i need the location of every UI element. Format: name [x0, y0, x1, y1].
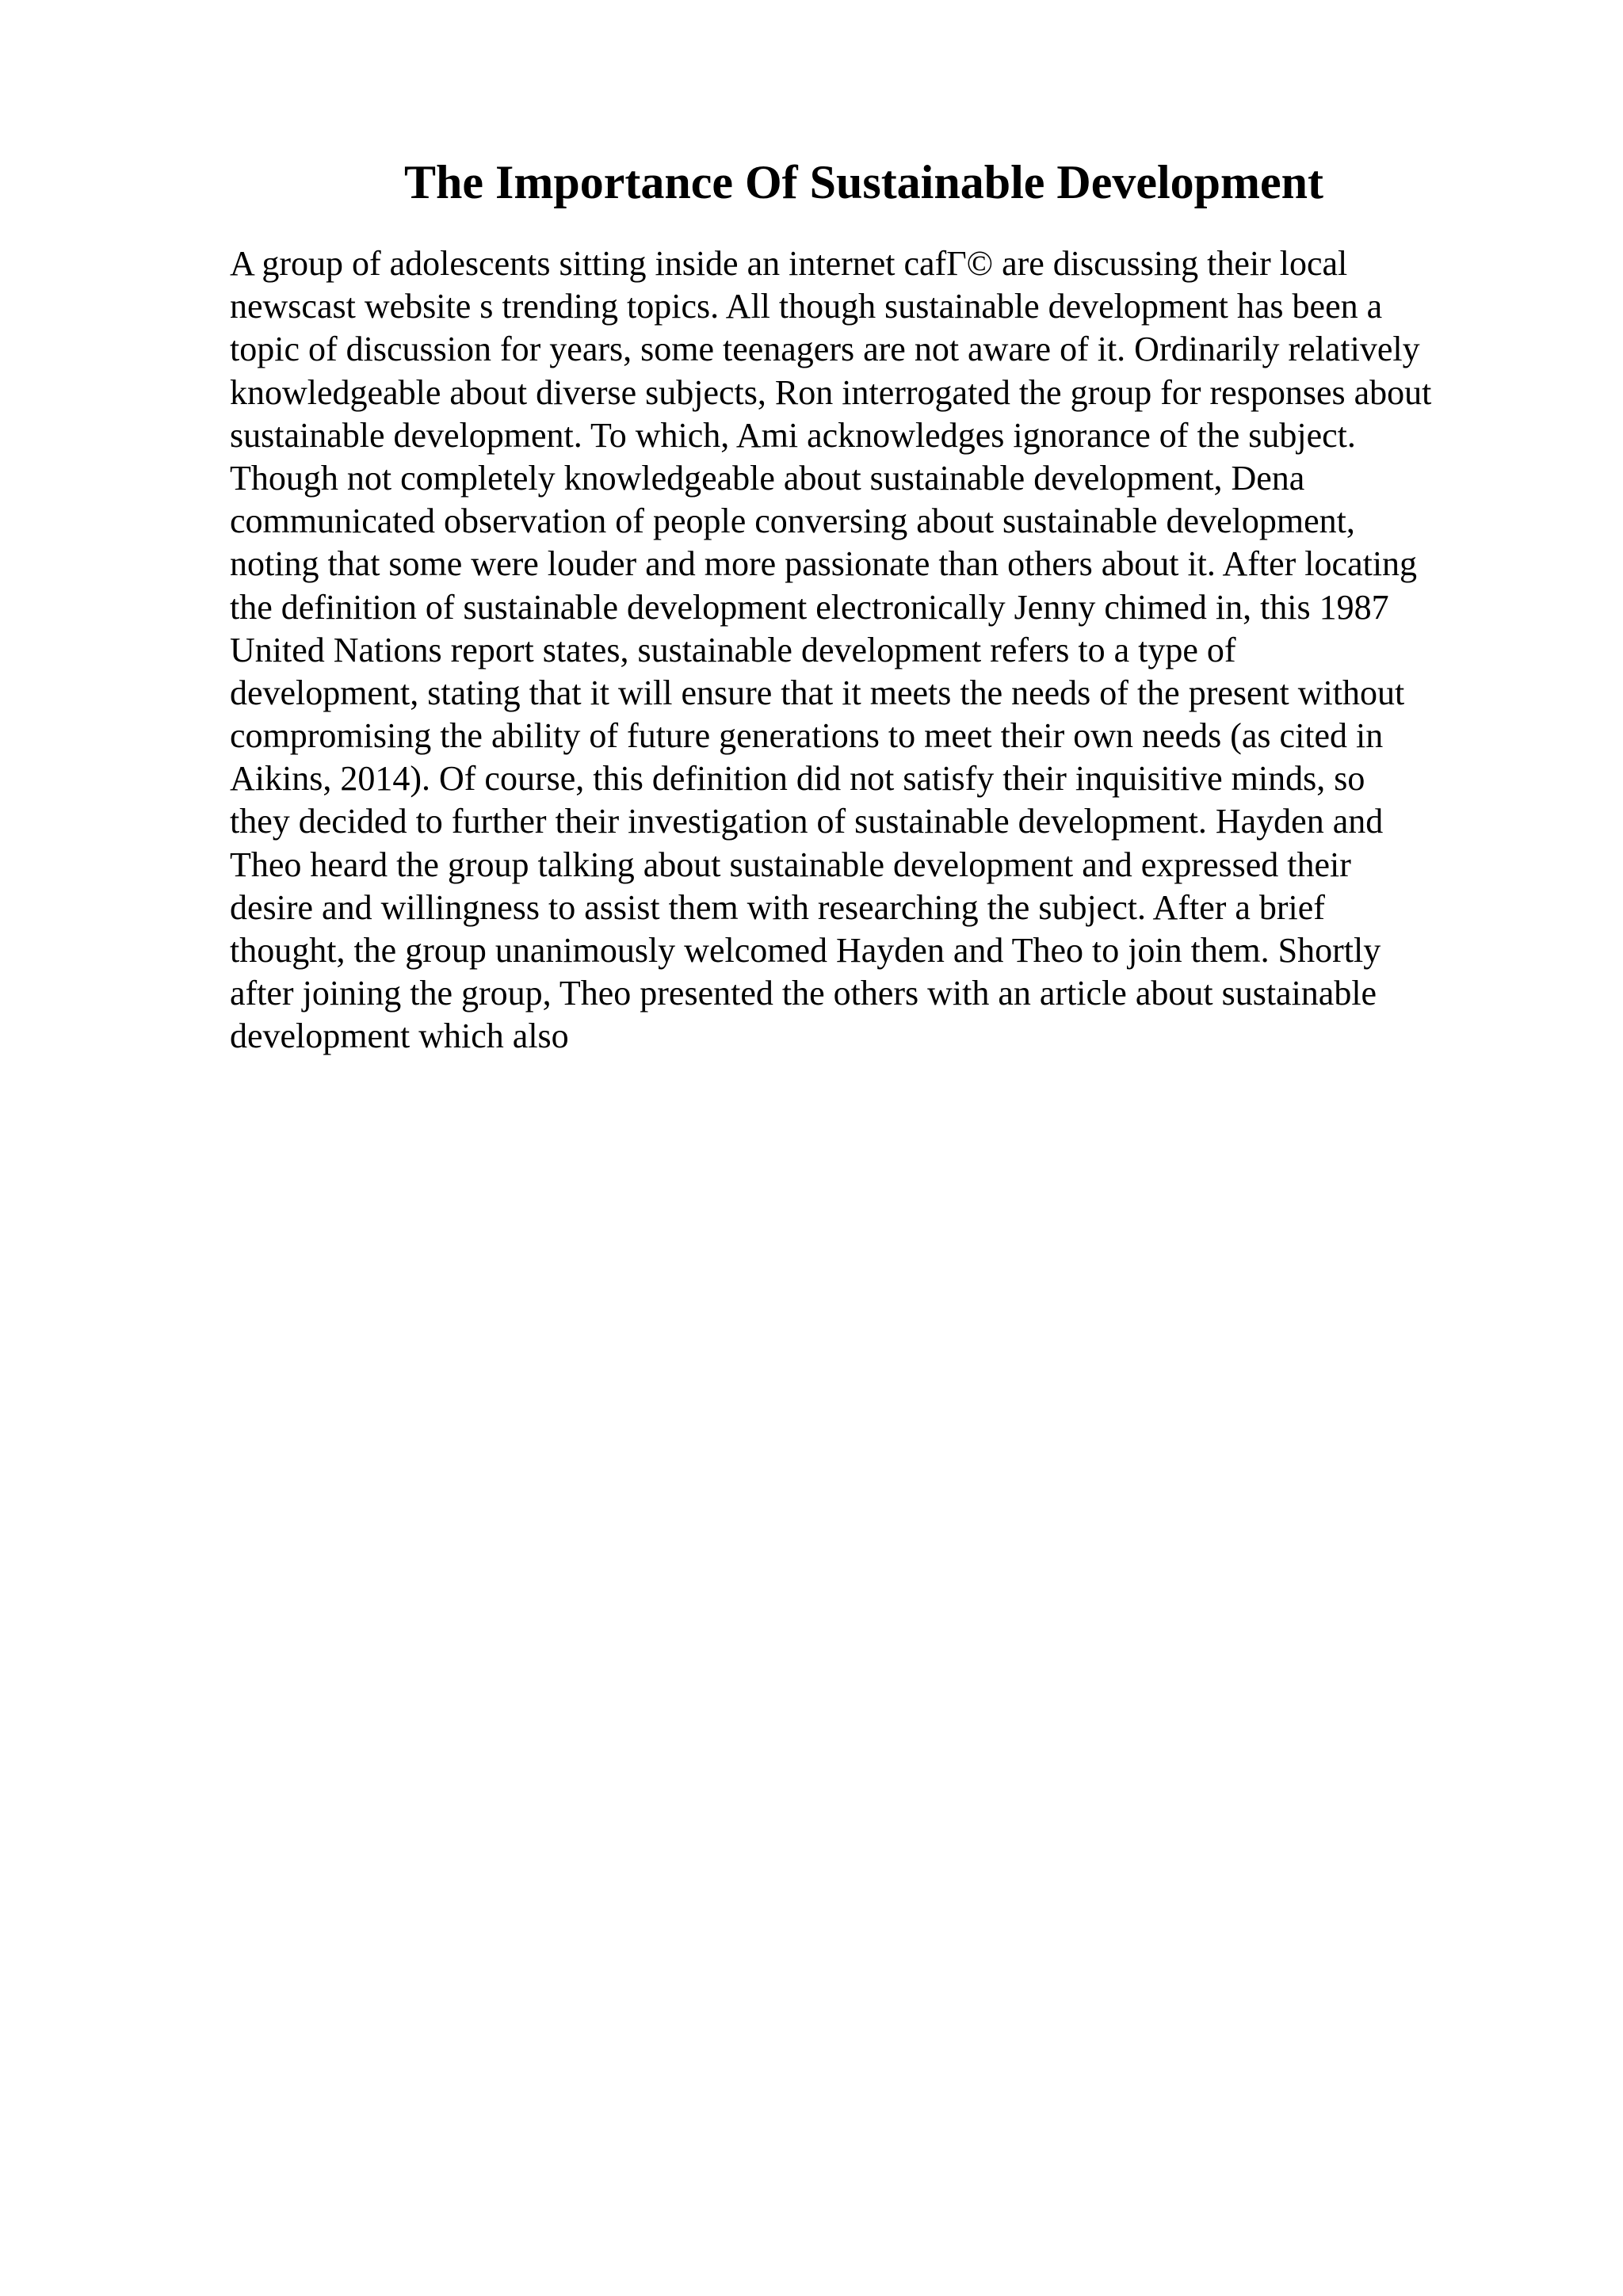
document-title: The Importance Of Sustainable Development — [404, 156, 1323, 208]
body-line: knowledgeable about diverse subjects, Ron interrogated the group for responses about — [230, 372, 1432, 412]
body-line: A group of adolescents sitting inside an internet cafГ© are discussing their local — [230, 244, 1348, 283]
body-line: thought, the group unanimously welcomed Hayden and Theo to join them. Shortly — [230, 931, 1381, 970]
body-line: communicated observation of people conversing about sustainable development, — [230, 502, 1355, 541]
body-line: noting that some were louder and more passionate than others about it. After locating — [230, 544, 1418, 584]
body-line: compromising the ability of future generations to meet their own needs (as cited in — [230, 716, 1384, 756]
document-body — [230, 242, 1529, 1058]
body-line: newscast website s trending topics. All though sustainable development has been a — [230, 287, 1383, 326]
body-line: the definition of sustainable development electronically Jenny chimed in, this 1987 — [230, 587, 1389, 627]
body-line: United Nations report states, sustainable development refers to a type of — [230, 630, 1236, 669]
body-line: desire and willingness to assist them with researching the subject. After a brief — [230, 887, 1325, 927]
body-line: development, stating that it will ensure that it meets the needs of the present without — [230, 673, 1405, 712]
body-line: Though not completely knowledgeable about sustainable development, Dena — [230, 458, 1305, 498]
body-line: development which also — [230, 1016, 569, 1056]
body-line: sustainable development. To which, Ami acknowledges ignorance of the subject. — [230, 415, 1356, 455]
body-line: Aikins, 2014). Of course, this definition did not satisfy their inquisitive minds, so — [230, 759, 1365, 799]
body-line: they decided to further their investigation of sustainable development. Hayden and — [230, 802, 1384, 841]
body-line: Theo heard the group talking about sustainable development and expressed their — [230, 845, 1351, 884]
body-line: after joining the group, Theo presented the others with an article about sustainable — [230, 974, 1377, 1013]
body-line: topic of discussion for years, some teenagers are not aware of it. Ordinarily relatively — [230, 330, 1420, 369]
